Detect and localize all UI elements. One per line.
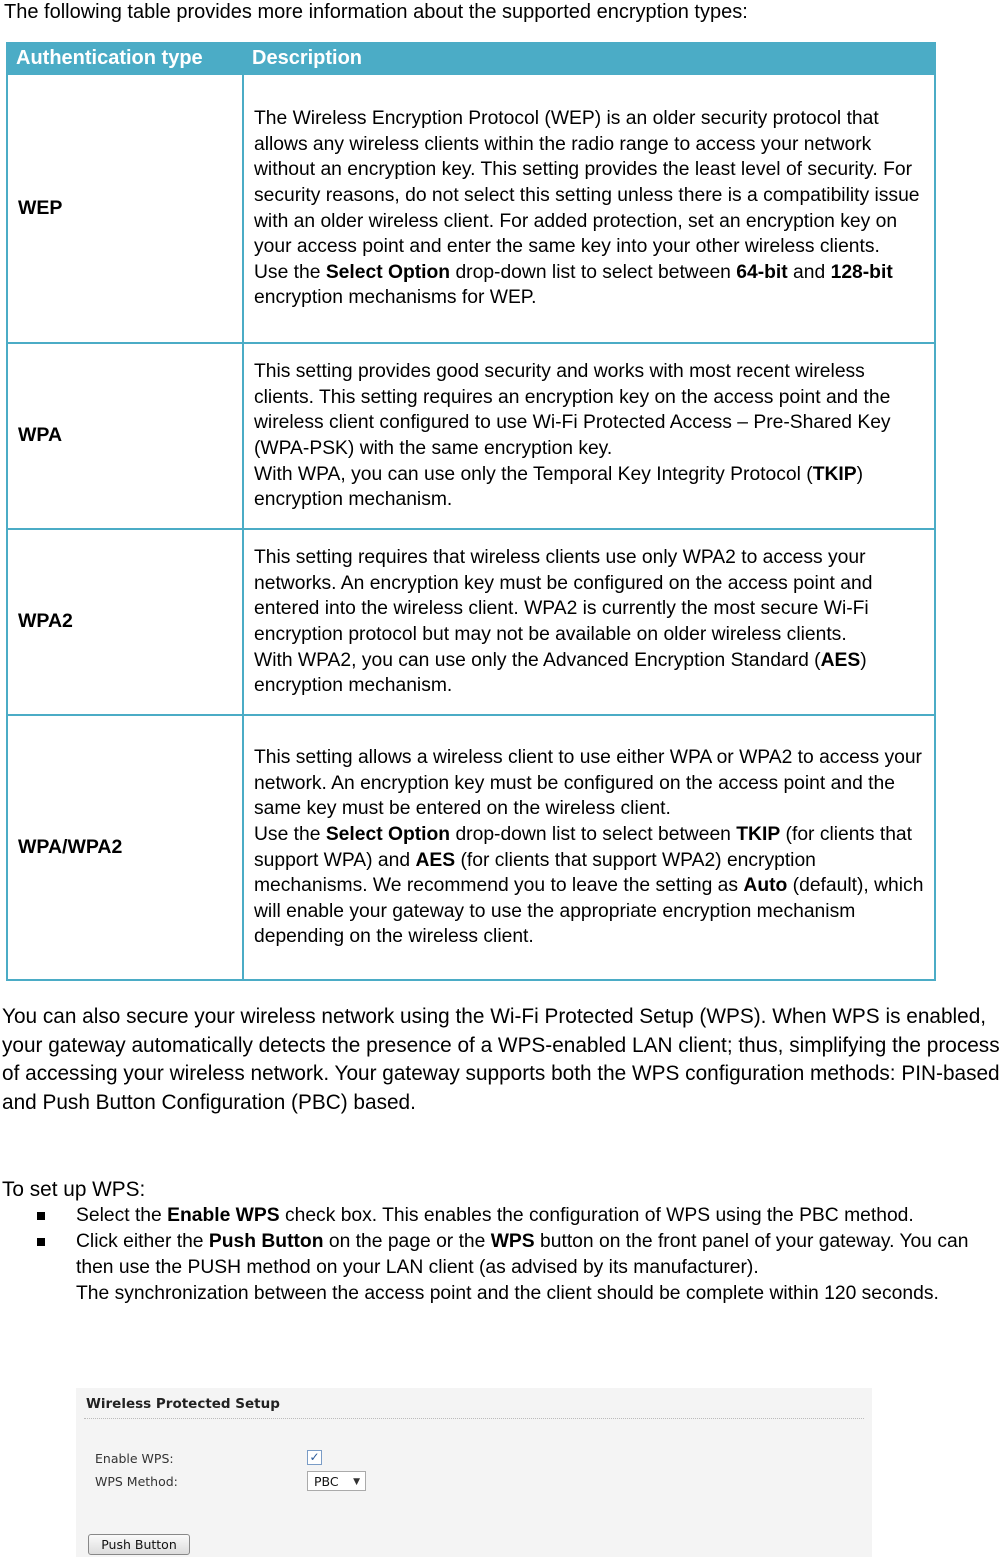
row-type: WPA2: [7, 529, 243, 715]
bullet-icon: [37, 1212, 45, 1220]
wps-method-value: PBC: [314, 1474, 339, 1489]
table-row: [7, 74, 935, 343]
header-description: Description: [243, 43, 935, 74]
enable-wps-label: Enable WPS:: [95, 1451, 174, 1466]
row-description: [243, 343, 935, 529]
divider: [84, 1418, 864, 1419]
push-button[interactable]: Push Button: [88, 1534, 190, 1555]
desc-para-rich: With WPA2, you can use only the Advanced Encryption Standard (AES) encryption mechanism.: [254, 649, 867, 697]
list-item: [0, 1203, 1003, 1229]
enable-wps-checkbox[interactable]: ✓: [307, 1450, 322, 1465]
wps-panel-title: Wireless Protected Setup: [86, 1396, 280, 1412]
table-row: [7, 715, 935, 980]
intro-text: The following table provides more information about the supported encryption types:: [4, 1, 748, 23]
table-header-row: [7, 43, 935, 74]
row-description: [243, 529, 935, 715]
list-item: [0, 1229, 1003, 1307]
header-auth-type: Authentication type: [7, 43, 243, 74]
row-type: WEP: [7, 74, 243, 343]
wps-method-label: WPS Method:: [95, 1474, 178, 1489]
desc-para: The Wireless Encryption Protocol (WEP) is an older security protocol that allows any wireless clients within the radio range to access your network without an encryption key. This setting provides the least level of security. For security reasons, do not select this setting unless there is a compatibility issue with an older wireless client. For added protection, set an encryption key on your access point and enter the same key into your other wireless clients.: [254, 108, 920, 258]
step-text: Click either the Push Button on the page or the WPS button on the front panel of your gateway. You can then use the PUSH method on your LAN client (as advised by its manufacturer).: [76, 1231, 969, 1278]
wps-paragraph: [2, 1003, 1002, 1117]
wps-method-select[interactable]: [307, 1471, 366, 1491]
setup-title: To set up WPS:: [2, 1178, 146, 1201]
row-type: WPA/WPA2: [7, 715, 243, 980]
row-description: [243, 74, 935, 343]
bullet-icon: [37, 1238, 45, 1246]
row-description: [243, 715, 935, 980]
wps-screenshot-panel: [76, 1388, 872, 1557]
step-text: Select the Enable WPS check box. This enables the configuration of WPS using the PBC method.: [76, 1205, 914, 1226]
desc-para-rich: Use the Select Option drop-down list to select between 64-bit and 128-bit encryption mechanisms for WEP.: [254, 261, 893, 309]
table-row: [7, 529, 935, 715]
step-subtext: The synchronization between the access point and the client should be complete within 120 seconds.: [76, 1283, 939, 1304]
desc-para: This setting requires that wireless clients use only WPA2 to access your networks. An encryption key must be configured on the access point and entered into the wireless client. WPA2 is currently the most secure Wi-Fi encryption protocol but may not be available on older wireless clients.: [254, 547, 873, 645]
desc-para-rich: Use the Select Option drop-down list to select between TKIP (for clients that support WPA) and AES (for clients that support WPA2) encryption mechanisms. We recommend you to leave the setting as Auto (default), which will enable your gateway to use the appropriate encryption mechanism depending on the wireless client.: [254, 823, 924, 948]
encryption-table: [6, 42, 936, 981]
wps-paragraph-text: You can also secure your wireless network using the Wi-Fi Protected Setup (WPS). When WPS is enabled, your gateway automatically detects the presence of a WPS-enabled LAN client; thus, simplifying the process of accessing your wireless network. Your gateway supports both the WPS configuration methods: PIN-based and Push Button Configuration (PBC) based.: [2, 1005, 1000, 1114]
desc-para-rich: With WPA, you can use only the Temporal Key Integrity Protocol (TKIP) encryption mechanism.: [254, 463, 864, 511]
chevron-down-icon: ▼: [353, 1477, 360, 1487]
row-type: WPA: [7, 343, 243, 529]
desc-para: This setting allows a wireless client to use either WPA or WPA2 to access your network. An encryption key must be configured on the access point and the same key must be entered on the wireless client.: [254, 747, 922, 820]
desc-para: This setting provides good security and works with most recent wireless clients. This setting requires an encryption key on the access point and the wireless client configured to use Wi-Fi Protected Access – Pre-Shared Key (WPA-PSK) with the same encryption key.: [254, 361, 891, 459]
table-row: [7, 343, 935, 529]
steps-list: [0, 1203, 1003, 1307]
